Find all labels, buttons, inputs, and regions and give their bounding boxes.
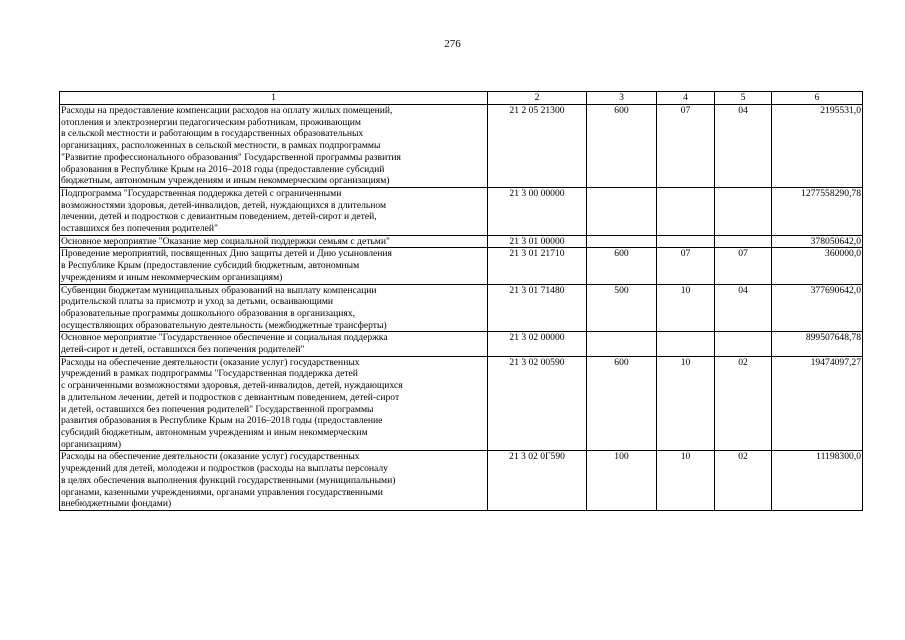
row-description [60, 105, 488, 188]
row-subsection: 04 [715, 284, 772, 332]
row-code: 21 3 02 0Г590 [488, 451, 587, 511]
row-code: 21 3 02 00590 [488, 356, 587, 451]
row-amount: 2195531,0 [772, 105, 863, 188]
row-code: 21 3 01 21710 [488, 248, 587, 284]
row-amount: 1277558290,78 [772, 187, 863, 235]
row-amount: 377690642,0 [772, 284, 863, 332]
budget-table [59, 91, 863, 511]
description-line: в сельской местности и работающим в государственных образовательных [61, 128, 364, 140]
row-amount: 19474097,27 [772, 356, 863, 451]
description-line: учреждениям и иным некоммерческим организациям) [61, 271, 283, 283]
row-subsection [715, 332, 772, 356]
row-section: 07 [657, 105, 715, 188]
description-line: Проведение мероприятий, посвященных Дню защиты детей и Дню усыновления [61, 248, 392, 260]
row-description [60, 235, 488, 248]
row-expense-type [587, 235, 657, 248]
row-subsection: 02 [715, 451, 772, 511]
description-line: осуществляющих образовательную деятельность (межбюджетные трансферты) [61, 319, 387, 331]
row-section: 10 [657, 451, 715, 511]
description-line: отопления и электроэнергии педагогическим работникам, проживающим [61, 116, 361, 128]
table-row [60, 235, 863, 248]
row-section [657, 187, 715, 235]
row-code: 21 3 02 00000 [488, 332, 587, 356]
description-line: субсидий бюджетным, автономным учреждениям и иным некоммерческим [61, 426, 368, 438]
row-expense-type: 600 [587, 248, 657, 284]
row-description [60, 356, 488, 451]
row-amount: 360000,0 [772, 248, 863, 284]
description-line: в длительном лечении, детей и подростков с девиантным поведением, детей-сирот [61, 391, 400, 403]
description-line: органами, казенными учреждениями, органами управления государственными [61, 486, 383, 498]
description-line: образовательные программы дошкольного образования в организациях, [61, 307, 356, 319]
row-code: 21 2 05 21300 [488, 105, 587, 188]
row-subsection [715, 187, 772, 235]
row-code: 21 3 01 71480 [488, 284, 587, 332]
row-description [60, 187, 488, 235]
table-row [60, 284, 863, 332]
table-row [60, 248, 863, 284]
row-section [657, 235, 715, 248]
description-line: Расходы на предоставление компенсации расходов на оплату жилых помещений, [61, 105, 393, 116]
header-col-3: 3 [587, 92, 657, 105]
row-section: 10 [657, 284, 715, 332]
description-line: возможностями здоровья, детей-инвалидов, детей, нуждающихся в длительном [61, 199, 387, 211]
table-row [60, 105, 863, 188]
row-expense-type [587, 187, 657, 235]
header-col-5: 5 [715, 92, 772, 105]
row-amount: 899507648,78 [772, 332, 863, 356]
description-line: бюджетным, автономным учреждениям и иным некоммерческим организациям) [61, 175, 390, 187]
description-line: и детей, оставшихся без попечения родителей" Государственной программы [61, 403, 374, 415]
description-line: учреждений в рамках подпрограммы "Государственная поддержка детей [61, 368, 358, 380]
table-body [60, 105, 863, 511]
page-number: 276 [444, 38, 461, 50]
row-description [60, 332, 488, 356]
description-line: учреждений для детей, молодежи и подростков (расходы на выплаты персоналу [61, 463, 388, 475]
row-amount: 11198300,0 [772, 451, 863, 511]
description-line: Расходы на обеспечение деятельности (оказание услуг) государственных [61, 356, 360, 368]
header-col-4: 4 [657, 92, 715, 105]
description-line: внебюджетными фондами) [61, 498, 172, 510]
row-description [60, 248, 488, 284]
row-subsection: 04 [715, 105, 772, 188]
table-row [60, 356, 863, 451]
table-header-row [60, 92, 863, 105]
description-line: организациям) [61, 438, 122, 450]
description-line: Основное мероприятие "Оказание мер социальной поддержки семьям с детьми" [61, 235, 390, 247]
row-subsection: 02 [715, 356, 772, 451]
row-expense-type: 600 [587, 105, 657, 188]
description-line: в Республике Крым (предоставление субсидий бюджетным, автономным [61, 260, 360, 272]
table-row [60, 187, 863, 235]
header-col-6: 6 [772, 92, 863, 105]
description-line: Основное мероприятие "Государственное обеспечение и социальная поддержка [61, 332, 388, 344]
description-line: образования в Республике Крым на 2016–2018 годы (предоставление субсидий [61, 163, 385, 175]
header-col-2: 2 [488, 92, 587, 105]
row-section: 07 [657, 248, 715, 284]
description-line: в целях обеспечения выполнения функций государственными (муниципальными) [61, 474, 396, 486]
header-col-1: 1 [60, 92, 488, 105]
row-section: 10 [657, 356, 715, 451]
description-line: Подпрограмма "Государственная поддержка детей с ограниченными [61, 187, 342, 199]
row-description [60, 284, 488, 332]
description-line: организациях, расположенных в сельской местности, в рамках подпрограммы [61, 140, 381, 152]
description-line: развития образования в Республике Крым на 2016–2018 годы (предоставление [61, 415, 383, 427]
row-code: 21 3 01 00000 [488, 235, 587, 248]
row-expense-type: 600 [587, 356, 657, 451]
table-row [60, 332, 863, 356]
row-section [657, 332, 715, 356]
row-subsection [715, 235, 772, 248]
description-line: детей-сирот и детей, оставшихся без попечения родителей" [61, 344, 305, 356]
row-expense-type: 500 [587, 284, 657, 332]
description-line: с ограниченными возможностями здоровья, детей-инвалидов, детей, нуждающихся [61, 380, 403, 392]
row-amount: 378050642,0 [772, 235, 863, 248]
description-line: Расходы на обеспечение деятельности (оказание услуг) государственных [61, 451, 360, 463]
description-line: оставшихся без попечения родителей" [61, 223, 218, 235]
row-expense-type [587, 332, 657, 356]
row-subsection: 07 [715, 248, 772, 284]
description-line: "Развитие профессионального образования" Государственной программы развития [61, 151, 401, 163]
row-expense-type: 100 [587, 451, 657, 511]
description-line: лечении, детей и подростков с девиантным поведением, детей-сирот и детей, [61, 211, 377, 223]
row-code: 21 3 00 00000 [488, 187, 587, 235]
row-description [60, 451, 488, 511]
description-line: родительской платы за присмотр и уход за детьми, осваивающими [61, 296, 334, 308]
table-row [60, 451, 863, 511]
description-line: Субвенции бюджетам муниципальных образований на выплату компенсации [61, 284, 377, 296]
